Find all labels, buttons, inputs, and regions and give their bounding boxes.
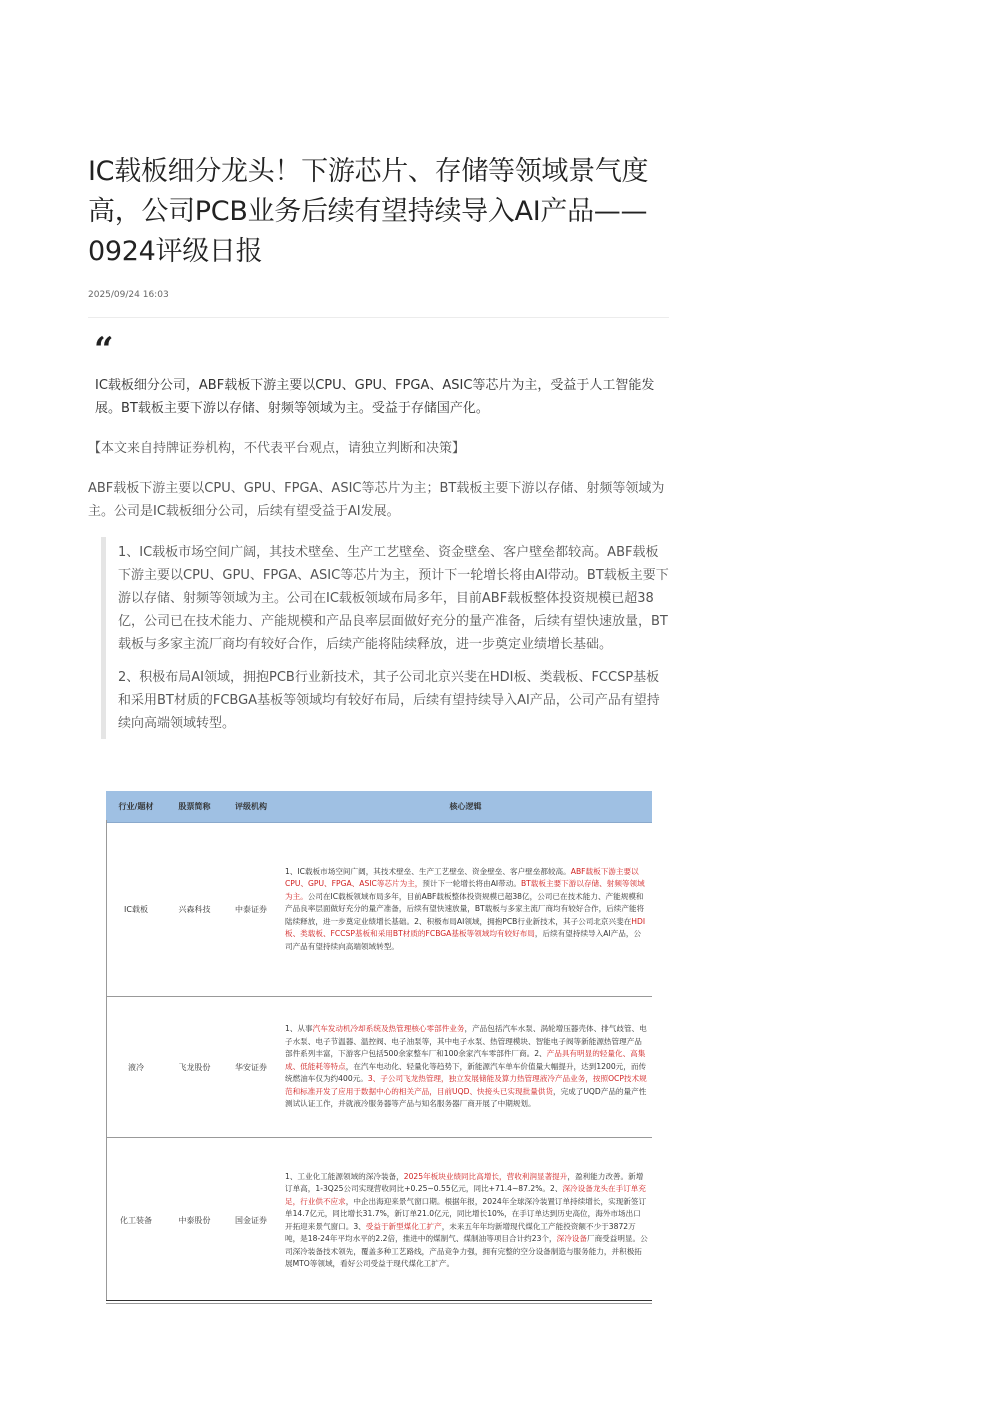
publish-date: 2025/09/24 16:03 [88, 290, 169, 300]
cell-agency: 国金证券 [223, 1138, 279, 1304]
header-agency: 评级机构 [223, 791, 279, 823]
logic-highlight: 受益于新型煤化工扩产 [365, 1221, 442, 1231]
table-row [106, 823, 652, 997]
quote-icon: “ [94, 330, 114, 370]
table-bottom-border [106, 1300, 652, 1301]
logic-text: ，未来五年年均新增现代煤化工产能投资额不少于3872万吨，是18-24年平均水平的2.2倍，推进中的煤制气、煤制油等项目合计约23个， [285, 1221, 636, 1243]
article-intro: ABF载板下游主要以CPU、GPU、FPGA、ASIC等芯片为主；BT载板主要下游以存储、射频等领域为主。公司是IC载板细分公司，后续有望受益于AI发展。 [88, 481, 665, 519]
table-header-row [106, 791, 652, 823]
logic-highlight: 目前UQD、快接头已实现批量供货 [436, 1086, 553, 1096]
logic-highlight: HDI板、类载板、FCCSP基板和采用BT材质的FCBGA基板等领域均有较好布局 [285, 916, 646, 939]
logic-text: 公司在IC载板领域布局多年，目前ABF载板整体投资规模已超38亿，公司已在技术能力、产能规模和产品良率层面做好充分的量产准备，后续有望快速放量，BT载板与多家主流厂商均有较好合作，后续产能将陆续释放，进一步奠定业绩增长基础。 [285, 891, 645, 926]
rating-table [106, 791, 652, 1304]
logic-highlight: 汽车发动机冷却系统及热管理核心零部件业务 [312, 1024, 465, 1034]
logic-text: 3、 [353, 1221, 366, 1231]
logic-highlight: ABF载板下游主要以CPU、GPU、FPGA、ASIC等芯片为主， [285, 866, 639, 889]
cell-industry: 化工装备 [106, 1138, 166, 1304]
logic-highlight: 2025年板块业绩同比高增长，营收利润显著提升 [403, 1171, 568, 1181]
cell-logic [279, 1138, 652, 1304]
logic-text: ，完成了UQD产品的量产性测试认证工作，并就液冷服务器等产品与知名服务器厂商开展了中期规划。 [285, 1086, 647, 1109]
point-paragraph: 1、IC载板市场空间广阔，其技术壁垒、生产工艺壁垒、资金壁垒、客户壁垒都较高。ABF载板下游主要以CPU、GPU、FPGA、ASIC等芯片为主，预计下一轮增长将由AI带动。BT载板主要下游以存储、射频等领域为主。公司在IC载板领域布局多年，目前ABF载板整体投资规模已超38亿，公司已在技术能力、产能规模和产品良率层面做好充分的量产准备，后续有望快速放量，BT载板与多家主流厂商均有较好合作，后续产能将陆续释放，进一步奠定业绩增长基础。 [118, 545, 669, 652]
logic-highlight: 产品具有明显的轻量化、高集成、低能耗等特点 [285, 1049, 646, 1071]
logic-text: 2、 [534, 1049, 547, 1059]
logic-highlight: 深冷设备 [556, 1234, 587, 1243]
logic-highlight: 深冷设备龙头在手订单充足，行业供不应求 [285, 1184, 646, 1206]
logic-text: ，在汽车电动化、轻量化等趋势下，新能源汽车单车价值量大幅提升，达到1200元，而传统燃油车仅为约400元。 [285, 1061, 647, 1084]
logic-text: ，产品包括汽车水泵、涡轮增压器壳体、排气歧管、电子水泵、电子节温器、温控阀、电子油泵等，其中电子水泵、热管理模块、智能电子阀等新能源热管理产品部件系列丰富，下游客户包括500余家整车厂和100余家汽车零部件厂商。 [285, 1024, 647, 1059]
divider [88, 317, 669, 318]
table-row [106, 997, 652, 1138]
table-left-border [106, 820, 107, 1301]
logic-text: 1、从事 [285, 1024, 313, 1034]
cell-industry: 液冷 [128, 1062, 144, 1072]
logic-text: 1、IC载板市场空间广阔，其技术壁垒、生产工艺壁垒、资金壁垒、客户壁垒都较高。 [285, 866, 571, 876]
cell-logic [279, 823, 652, 997]
blockquote-points [101, 537, 669, 739]
cell-stock: 中泰股份 [166, 1138, 223, 1304]
logic-text: 2、积极布局AI领域，拥抱PCB行业新技术，其子公司北京兴斐在 [414, 916, 632, 926]
logic-highlight: 3、子公司飞龙热管理，独立发展储能及算力热管理液冷产品业务，按照OCP技术规范和标准开发了应用于数据中心的相关产品， [285, 1074, 647, 1096]
cell-stock: 飞龙股份 [178, 1062, 211, 1072]
logic-text: ，盈利能力改善。新增订单高，1-3Q25公司实现营收同比+0.25~0.55亿元，同比+71.4~87.2%。 [285, 1171, 644, 1193]
header-stock: 股票简称 [166, 791, 223, 823]
header-industry: 行业/题材 [106, 791, 166, 823]
header-logic: 核心逻辑 [279, 791, 652, 823]
logic-text: 预计下一轮增长将由AI带动。 [422, 879, 521, 889]
cell-stock: 兴森科技 [178, 905, 211, 914]
article-title: IC载板细分龙头！下游芯片、存储等领域景气度高，公司PCB业务后续有望持续导入AI产品——0924评级日报 [88, 156, 649, 267]
cell-agency: 中泰证券 [235, 905, 267, 914]
rating-table-image [106, 791, 652, 1301]
logic-text: 1、工业化工能源领域的深冷装备， [285, 1171, 404, 1181]
table-row [106, 1138, 652, 1304]
article [88, 152, 669, 739]
point-paragraph: 2、积极布局AI领域，拥抱PCB行业新技术，其子公司北京兴斐在HDI板、类载板、FCCSP基板和采用BT材质的FCBGA基板等领域均有较好布局，后续有望持续导入AI产品，公司产品有望持续向高端领域转型。 [118, 670, 660, 731]
cell-industry: IC载板 [124, 905, 148, 914]
logic-text: ，后续有望持续导入AI产品，公司产品有望持续向高端领域转型。 [285, 929, 642, 951]
logic-text: ，中企出海迎来景气窗口期。根据年报，2024年全球深冷装置订单持续增长，实现新签订单14.7亿元，同比增长31.7%，新订单21.0亿元，同比增长10%，在手订单达到历史高位，海外市场出口开拓迎来景气窗口。 [285, 1196, 647, 1231]
logic-text: 2、 [550, 1184, 563, 1193]
article-summary: IC载板细分公司，ABF载板下游主要以CPU、GPU、FPGA、ASIC等芯片为主，受益于人工智能发展。BT载板主要下游以存储、射频等领域为主。受益于存储国产化。 [95, 378, 655, 416]
cell-agency: 华安证券 [235, 1062, 267, 1072]
cell-logic [279, 997, 652, 1138]
disclaimer: 【本文来自持牌证券机构，不代表平台观点，请独立判断和决策】 [88, 441, 466, 456]
logic-text: 厂商受益明显。公司深冷装备技术领先，覆盖多种工艺路线，产品竞争力强，拥有完整的空分设备制造与服务能力，并积极拓展MTO等领域，看好公司受益于现代煤化工扩产。 [285, 1234, 648, 1268]
logic-highlight: BT载板主要下游以存储、射频等领域为主。 [285, 879, 645, 901]
